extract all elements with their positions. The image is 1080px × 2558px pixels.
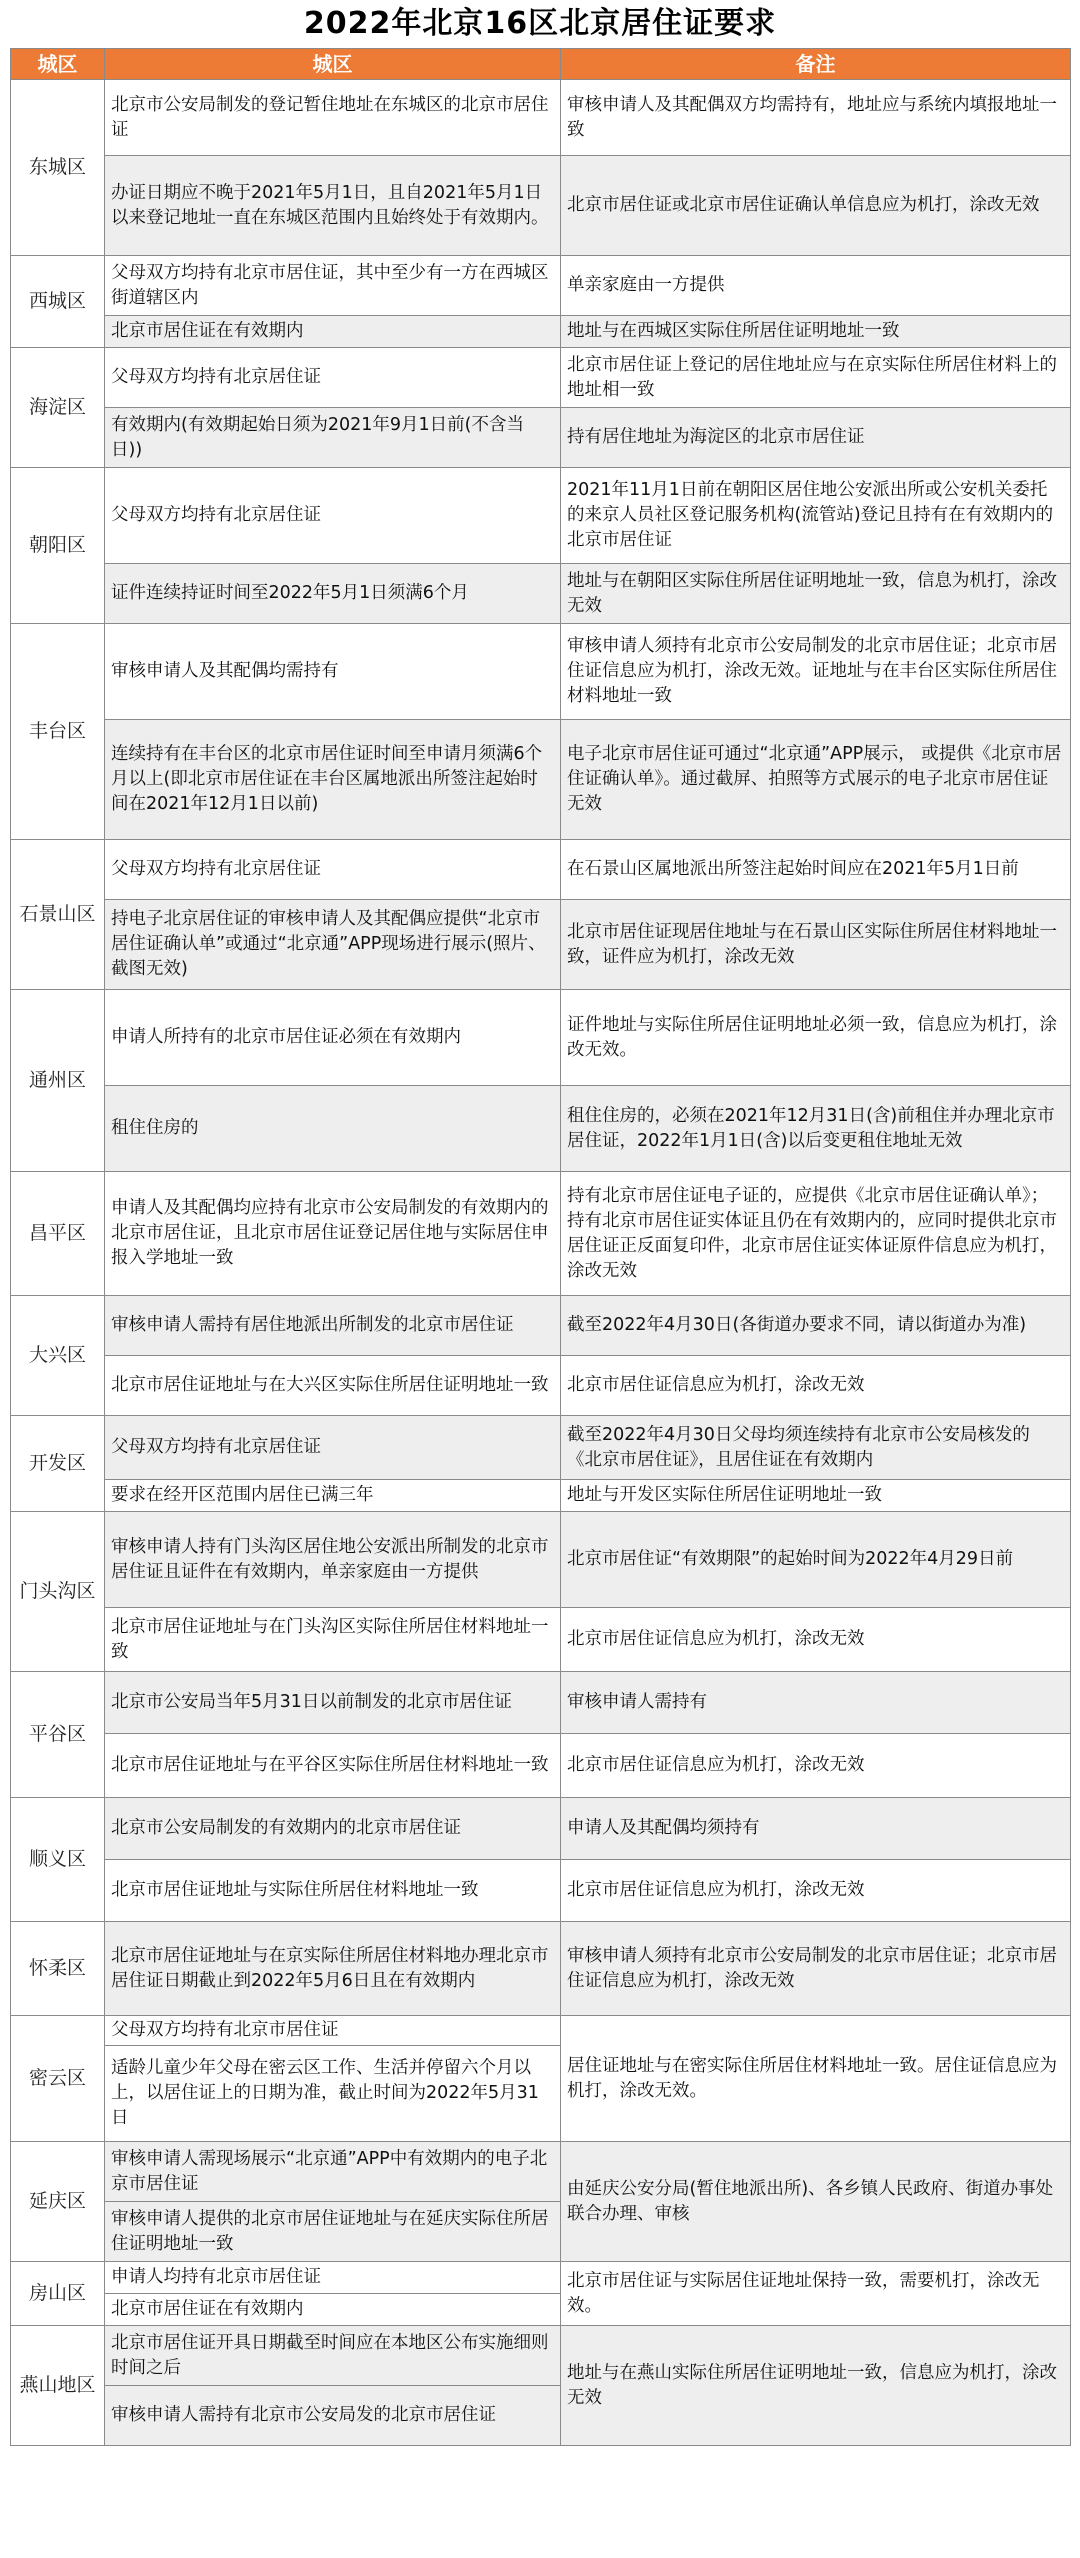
requirement-cell: 父母双方均持有北京市居住证，其中至少有一方在西城区街道辖区内 <box>105 256 561 316</box>
note-cell: 北京市居住证信息应为机打，涂改无效 <box>561 1734 1071 1798</box>
requirement-cell: 申请人均持有北京市居住证 <box>105 2262 561 2294</box>
district-cell: 东城区 <box>11 80 105 256</box>
header-requirement: 城区 <box>105 49 561 80</box>
note-cell: 北京市居住证信息应为机打，涂改无效 <box>561 1356 1071 1416</box>
table-row <box>11 316 1071 348</box>
requirement-cell: 北京市公安局制发的登记暂住地址在东城区的北京市居住证 <box>105 80 561 156</box>
table-row <box>11 840 1071 900</box>
district-cell: 怀柔区 <box>11 1922 105 2016</box>
district-cell: 西城区 <box>11 256 105 348</box>
table-row <box>11 1672 1071 1734</box>
table-row <box>11 2326 1071 2386</box>
requirement-cell: 北京市居住证地址与在门头沟区实际住所居住材料地址一致 <box>105 1608 561 1672</box>
requirement-cell: 审核申请人提供的北京市居住证地址与在延庆实际住所居住证明地址一致 <box>105 2202 561 2262</box>
note-cell: 审核申请人须持有北京市公安局制发的北京市居住证；北京市居住证信息应为机打，涂改无效。证地址与在丰台区实际住所居住材料地址一致 <box>561 624 1071 720</box>
district-cell: 门头沟区 <box>11 1512 105 1672</box>
requirement-cell: 审核申请人需持有居住地派出所制发的北京市居住证 <box>105 1296 561 1356</box>
requirement-cell: 审核申请人持有门头沟区居住地公安派出所制发的北京市居住证且证件在有效期内，单亲家庭由一方提供 <box>105 1512 561 1608</box>
district-cell: 通州区 <box>11 990 105 1172</box>
table-row <box>11 2262 1071 2294</box>
district-cell: 丰台区 <box>11 624 105 840</box>
note-cell: 截至2022年4月30日父母均须连续持有北京市公安局核发的《北京市居住证》，且居住证在有效期内 <box>561 1416 1071 1480</box>
table-row <box>11 1172 1071 1296</box>
table-row <box>11 720 1071 840</box>
note-cell: 持有北京市居住证电子证的，应提供《北京市居住证确认单》；持有北京市居住证实体证且仍在有效期内的，应同时提供北京市居住证正反面复印件，北京市居住证实体证原件信息应为机打，涂改无效 <box>561 1172 1071 1296</box>
table-row <box>11 990 1071 1086</box>
table-row <box>11 1416 1071 1480</box>
table-row <box>11 1798 1071 1860</box>
district-cell: 开发区 <box>11 1416 105 1512</box>
table-row <box>11 80 1071 156</box>
note-cell: 北京市居住证或北京市居住证确认单信息应为机打，涂改无效 <box>561 156 1071 256</box>
note-cell: 由延庆公安分局(暂住地派出所)、各乡镇人民政府、街道办事处联合办理、审核 <box>561 2142 1071 2262</box>
requirement-cell: 父母双方均持有北京居住证 <box>105 348 561 408</box>
note-cell: 居住证地址与在密实际住所居住材料地址一致。居住证信息应为机打，涂改无效。 <box>561 2016 1071 2142</box>
district-cell: 延庆区 <box>11 2142 105 2262</box>
note-cell: 北京市居住证现居住地址与在石景山区实际住所居住材料地址一致，证件应为机打，涂改无效 <box>561 900 1071 990</box>
note-cell: 电子北京市居住证可通过“北京通”APP展示， 或提供《北京市居住证确认单》。通过截屏、拍照等方式展示的电子北京市居住证无效 <box>561 720 1071 840</box>
table-row <box>11 408 1071 468</box>
requirement-cell: 父母双方均持有北京居住证 <box>105 1416 561 1480</box>
requirement-cell: 北京市公安局制发的有效期内的北京市居住证 <box>105 1798 561 1860</box>
requirement-cell: 证件连续持证时间至2022年5月1日须满6个月 <box>105 564 561 624</box>
note-cell: 北京市居住证与实际居住证地址保持一致，需要机打，涂改无效。 <box>561 2262 1071 2326</box>
table-row <box>11 1734 1071 1798</box>
requirement-cell: 租住住房的 <box>105 1086 561 1172</box>
table-row <box>11 256 1071 316</box>
table-row <box>11 1296 1071 1356</box>
note-cell: 北京市居住证“有效期限”的起始时间为2022年4月29日前 <box>561 1512 1071 1608</box>
district-cell: 平谷区 <box>11 1672 105 1798</box>
note-cell: 地址与在西城区实际住所居住证明地址一致 <box>561 316 1071 348</box>
note-cell: 租住住房的，必须在2021年12月31日(含)前租住并办理北京市居住证，2022年1月1日(含)以后变更租住地址无效 <box>561 1086 1071 1172</box>
table-header-row <box>11 49 1071 80</box>
requirements-table <box>10 48 1071 2446</box>
table-row <box>11 156 1071 256</box>
note-cell: 在石景山区属地派出所签注起始时间应在2021年5月1日前 <box>561 840 1071 900</box>
note-cell: 审核申请人及其配偶双方均需持有，地址应与系统内填报地址一致 <box>561 80 1071 156</box>
table-row <box>11 2142 1071 2202</box>
requirement-cell: 北京市居住证地址与在平谷区实际住所居住材料地址一致 <box>105 1734 561 1798</box>
note-cell: 持有居住地址为海淀区的北京市居住证 <box>561 408 1071 468</box>
requirement-cell: 北京市公安局当年5月31日以前制发的北京市居住证 <box>105 1672 561 1734</box>
requirement-cell: 要求在经开区范围内居住已满三年 <box>105 1480 561 1512</box>
page-title: 2022年北京16区北京居住证要求 <box>303 6 777 41</box>
table-row <box>11 1608 1071 1672</box>
district-cell: 密云区 <box>11 2016 105 2142</box>
requirement-cell: 北京市居住证在有效期内 <box>105 2294 561 2326</box>
table-row <box>11 1086 1071 1172</box>
requirement-cell: 适龄儿童少年父母在密云区工作、生活并停留六个月以上，以居住证上的日期为准，截止时间为2022年5月31日 <box>105 2046 561 2142</box>
note-cell: 单亲家庭由一方提供 <box>561 256 1071 316</box>
requirement-cell: 持电子北京居住证的审核申请人及其配偶应提供“北京市居住证确认单”或通过“北京通”APP现场进行展示(照片、截图无效) <box>105 900 561 990</box>
district-cell: 顺义区 <box>11 1798 105 1922</box>
requirement-cell: 父母双方均持有北京居住证 <box>105 840 561 900</box>
table-row <box>11 1922 1071 2016</box>
note-cell: 截至2022年4月30日(各街道办要求不同，请以街道办为准) <box>561 1296 1071 1356</box>
requirement-cell: 申请人及其配偶均应持有北京市公安局制发的有效期内的北京市居住证，且北京市居住证登记居住地与实际居住申报入学地址一致 <box>105 1172 561 1296</box>
requirement-cell: 有效期内(有效期起始日须为2021年9月1日前(不含当日)) <box>105 408 561 468</box>
requirement-cell: 审核申请人需持有北京市公安局发的北京市居住证 <box>105 2386 561 2446</box>
requirement-cell: 北京市居住证开具日期截至时间应在本地区公布实施细则时间之后 <box>105 2326 561 2386</box>
requirement-cell: 审核申请人及其配偶均需持有 <box>105 624 561 720</box>
table-row <box>11 1860 1071 1922</box>
table-row <box>11 1356 1071 1416</box>
note-cell: 审核申请人需持有 <box>561 1672 1071 1734</box>
district-cell: 朝阳区 <box>11 468 105 624</box>
district-cell: 房山区 <box>11 2262 105 2326</box>
table-row <box>11 468 1071 564</box>
district-cell: 昌平区 <box>11 1172 105 1296</box>
table-row <box>11 1480 1071 1512</box>
table-row <box>11 2016 1071 2046</box>
table-row <box>11 624 1071 720</box>
requirement-cell: 北京市居住证地址与实际住所居住材料地址一致 <box>105 1860 561 1922</box>
requirement-cell: 北京市居住证在有效期内 <box>105 316 561 348</box>
note-cell: 2021年11月1日前在朝阳区居住地公安派出所或公安机关委托的来京人员社区登记服务机构(流管站)登记且持有在有效期内的北京市居住证 <box>561 468 1071 564</box>
requirement-cell: 父母双方均持有北京居住证 <box>105 468 561 564</box>
table-row <box>11 900 1071 990</box>
note-cell: 地址与开发区实际住所居住证明地址一致 <box>561 1480 1071 1512</box>
table-row <box>11 348 1071 408</box>
requirement-cell: 连续持有在丰台区的北京市居住证时间至申请月须满6个月以上(即北京市居住证在丰台区属地派出所签注起始时间在2021年12月1日以前) <box>105 720 561 840</box>
header-note: 备注 <box>561 49 1071 80</box>
requirement-cell: 北京市居住证地址与在京实际住所居住材料地办理北京市居住证日期截止到2022年5月6日且在有效期内 <box>105 1922 561 2016</box>
note-cell: 地址与在燕山实际住所居住证明地址一致，信息应为机打，涂改无效 <box>561 2326 1071 2446</box>
note-cell: 地址与在朝阳区实际住所居住证明地址一致，信息为机打，涂改无效 <box>561 564 1071 624</box>
district-cell: 石景山区 <box>11 840 105 990</box>
table-row <box>11 564 1071 624</box>
requirement-cell: 申请人所持有的北京市居住证必须在有效期内 <box>105 990 561 1086</box>
district-cell: 燕山地区 <box>11 2326 105 2446</box>
district-cell: 大兴区 <box>11 1296 105 1416</box>
note-cell: 证件地址与实际住所居住证明地址必须一致，信息应为机打，涂改无效。 <box>561 990 1071 1086</box>
note-cell: 申请人及其配偶均须持有 <box>561 1798 1071 1860</box>
table-row <box>11 1512 1071 1608</box>
requirement-cell: 父母双方均持有北京市居住证 <box>105 2016 561 2046</box>
note-cell: 北京市居住证上登记的居住地址应与在京实际住所居住材料上的地址相一致 <box>561 348 1071 408</box>
requirement-cell: 审核申请人需现场展示“北京通”APP中有效期内的电子北京市居住证 <box>105 2142 561 2202</box>
note-cell: 审核申请人须持有北京市公安局制发的北京市居住证；北京市居住证信息应为机打，涂改无效 <box>561 1922 1071 2016</box>
district-cell: 海淀区 <box>11 348 105 468</box>
header-district: 城区 <box>11 49 105 80</box>
requirement-cell: 北京市居住证地址与在大兴区实际住所居住证明地址一致 <box>105 1356 561 1416</box>
requirement-cell: 办证日期应不晚于2021年5月1日，且自2021年5月1日以来登记地址一直在东城区范围内且始终处于有效期内。 <box>105 156 561 256</box>
note-cell: 北京市居住证信息应为机打，涂改无效 <box>561 1608 1071 1672</box>
note-cell: 北京市居住证信息应为机打，涂改无效 <box>561 1860 1071 1922</box>
